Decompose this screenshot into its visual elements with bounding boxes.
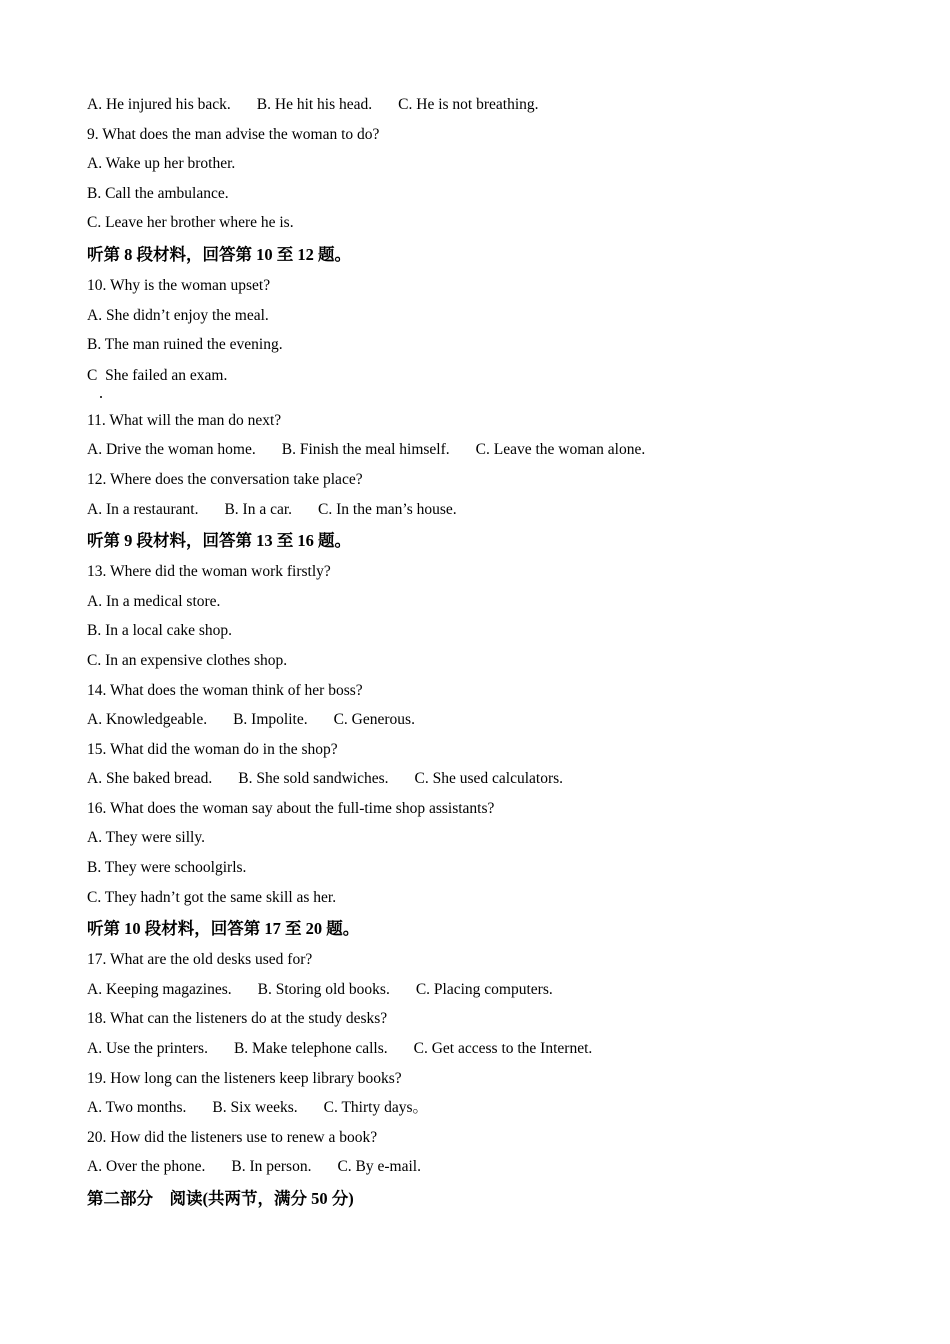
question-text: 11. What will the man do next? — [87, 411, 282, 429]
question-text: 13. Where did the woman work firstly? — [87, 563, 331, 581]
answer-option: B. In a local cake shop. — [87, 622, 233, 640]
answer-options-row — [87, 1152, 887, 1182]
answer-option: A. He injured his back. — [87, 96, 231, 113]
stray-dot — [100, 396, 102, 398]
answer-options-row — [87, 495, 887, 525]
answer-options-row — [87, 1093, 887, 1123]
answer-options-row — [87, 435, 887, 465]
answer-option: B. Make telephone calls. — [233, 1040, 388, 1058]
answer-option: A. Keeping magazines. — [87, 980, 232, 998]
answer-option: C She failed an exam. — [87, 366, 228, 384]
document-page — [87, 90, 887, 1215]
answer-option: B. Impolite. — [233, 711, 308, 729]
answer-option: B. She sold sandwiches. — [238, 770, 389, 788]
answer-option: B. Call the ambulance. — [87, 184, 229, 202]
question-text: 16. What does the woman say about the full-time shop assistants? — [87, 799, 495, 817]
section-heading: 听第 10 段材料，回答第 17 至 20 题。 — [87, 919, 360, 939]
answer-options-row — [87, 90, 887, 120]
answer-option: A. Two months. — [87, 1099, 187, 1117]
answer-option: A. She baked bread. — [87, 770, 213, 788]
answer-option: C. In an expensive clothes shop. — [87, 651, 288, 669]
answer-option: C. Leave the woman alone. — [475, 441, 646, 459]
answer-option: B. He hit his head. — [256, 96, 373, 113]
question-text: 20. How did the listeners use to renew a book? — [87, 1128, 378, 1146]
answer-option: A. In a restaurant. — [87, 500, 199, 518]
answer-option: B. Finish the meal himself. — [281, 441, 450, 459]
answer-option: A. Drive the woman home. — [87, 441, 256, 459]
answer-option: C. In the man’s house. — [318, 500, 457, 518]
answer-option: B. They were schoolgirls. — [87, 859, 247, 877]
answer-option: C. He is not breathing. — [398, 96, 539, 113]
answer-option: B. In a car. — [224, 500, 293, 518]
answer-option: A. Use the printers. — [87, 1040, 208, 1058]
answer-option: C. Thirty days。 — [323, 1099, 428, 1117]
question-text: 10. Why is the woman upset? — [87, 276, 271, 294]
answer-option-line — [87, 360, 887, 406]
answer-option: A. In a medical store. — [87, 592, 221, 610]
question-text: 18. What can the listeners do at the study desks? — [87, 1010, 388, 1028]
answer-option: C. Get access to the Internet. — [413, 1040, 593, 1058]
answer-option: C. She used calculators. — [414, 770, 564, 788]
answer-option: C. Placing computers. — [415, 980, 553, 998]
answer-option: B. Six weeks. — [212, 1099, 298, 1117]
answer-option: C. Generous. — [333, 711, 415, 729]
section-heading: 第二部分 阅读(共两节，满分 50 分) — [87, 1189, 354, 1208]
answer-options-row — [87, 705, 887, 735]
section-heading: 听第 9 段材料，回答第 13 至 16 题。 — [87, 531, 351, 551]
answer-option: A. She didn’t enjoy the meal. — [87, 306, 269, 324]
answer-option: B. The man ruined the evening. — [87, 336, 283, 354]
question-text: 15. What did the woman do in the shop? — [87, 740, 338, 758]
answer-options-row — [87, 975, 887, 1005]
answer-option: C. Leave her brother where he is. — [87, 214, 294, 232]
answer-options-row — [87, 764, 887, 794]
answer-option: B. Storing old books. — [257, 980, 390, 998]
question-text: 12. Where does the conversation take place? — [87, 470, 363, 488]
answer-option: C. They hadn’t got the same skill as her. — [87, 888, 337, 906]
answer-option: B. In person. — [231, 1158, 312, 1176]
question-text: 17. What are the old desks used for? — [87, 951, 313, 969]
answer-option: A. Over the phone. — [87, 1158, 206, 1176]
answer-options-row — [87, 1034, 887, 1064]
question-text: 9. What does the man advise the woman to do? — [87, 125, 380, 143]
answer-option: A. Knowledgeable. — [87, 711, 208, 729]
answer-option: A. They were silly. — [87, 829, 205, 847]
answer-option: A. Wake up her brother. — [87, 155, 236, 173]
question-text: 19. How long can the listeners keep library books? — [87, 1069, 402, 1087]
answer-option: C. By e-mail. — [337, 1158, 421, 1176]
section-heading: 听第 8 段材料，回答第 10 至 12 题。 — [87, 244, 351, 264]
question-text: 14. What does the woman think of her boss? — [87, 681, 363, 699]
